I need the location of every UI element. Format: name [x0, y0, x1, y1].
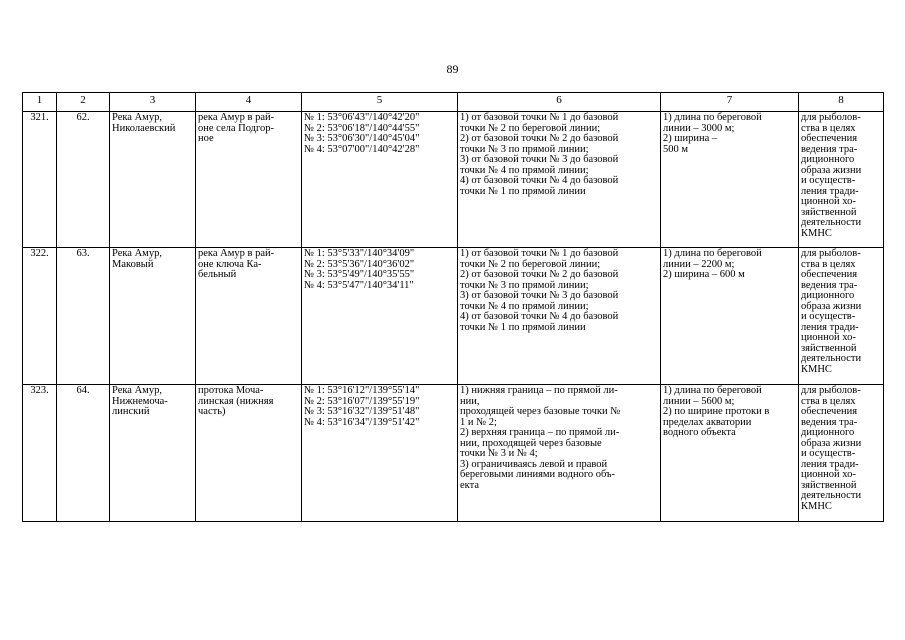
- page-number: 89: [446, 62, 459, 76]
- purpose-cell-line: для рыболов-: [801, 385, 861, 396]
- water-body-cell-line: Река Амур,: [112, 248, 162, 259]
- header-row: [23, 93, 884, 112]
- water-body-cell-line: Нижнемоча-: [112, 395, 168, 407]
- size-cell: [661, 248, 799, 385]
- boundaries-cell-line: 3) от базовой точки № 3 до базовой: [460, 290, 619, 301]
- size-cell-line: водного объекта: [663, 427, 736, 438]
- boundaries-cell-line: точки № 2 по береговой линии;: [460, 258, 601, 270]
- col-header: 1: [23, 93, 57, 112]
- purpose-cell-line: ления тради-: [801, 458, 859, 470]
- size-cell-line: 2) ширина – 600 м: [663, 269, 745, 280]
- purpose-cell-line: образа жизни: [801, 164, 862, 176]
- water-body-cell-line: Маковый: [112, 258, 154, 270]
- col-header: 3: [110, 93, 196, 112]
- coordinates-cell-line: № 2: 53°06'18"/140°44'55": [304, 122, 420, 134]
- water-body-cell-line: линский: [112, 406, 150, 417]
- water-body-cell: [110, 248, 196, 385]
- coordinates-cell-line: № 3: 53°5'49"/140°35'55": [304, 269, 415, 280]
- table-row: [23, 248, 884, 385]
- purpose-cell-line: КМНС: [801, 500, 832, 512]
- boundaries-cell-line: 1) нижняя граница – по прямой ли-: [460, 385, 618, 396]
- coordinates-cell-line: № 1: 53°06'43"/140°42'20": [304, 112, 420, 123]
- purpose-cell-line: зяйственной: [801, 206, 857, 218]
- boundaries-cell-line: точки № 4 по прямой линии;: [460, 300, 589, 312]
- boundaries-cell-line: 2) от базовой точки № 2 до базовой: [460, 133, 619, 144]
- purpose-cell-line: ства в целях: [801, 395, 856, 407]
- boundaries-cell-line: точки № 1 по прямой линии: [460, 321, 586, 333]
- boundaries-cell-line: береговыми линиями водного объ-: [460, 469, 616, 480]
- row-subnumber: 62.: [57, 112, 110, 248]
- purpose-cell-line: для рыболов-: [801, 112, 861, 123]
- water-body-cell-line: Река Амур,: [112, 112, 162, 123]
- fishing-areas-table: [22, 92, 884, 522]
- purpose-cell-line: КМНС: [801, 363, 832, 375]
- purpose-cell-line: и осуществ-: [801, 175, 856, 186]
- purpose-cell-line: диционного: [801, 290, 855, 301]
- boundaries-cell-line: 1 и № 2;: [460, 416, 497, 428]
- purpose-cell-line: ционной хо-: [801, 469, 856, 480]
- coordinates-cell-line: № 2: 53°16'07"/139°55'19": [304, 395, 420, 407]
- boundaries-cell-line: нии, проходящей через базовые: [460, 437, 602, 449]
- boundaries-cell-line: точки № 3 по прямой линии;: [460, 279, 589, 291]
- purpose-cell-line: ведения тра-: [801, 416, 858, 428]
- water-body-cell-line: Река Амур,: [112, 385, 162, 396]
- purpose-cell-line: КМНС: [801, 227, 832, 239]
- table-row: [23, 112, 884, 248]
- boundaries-cell-line: точки № 4 по прямой линии;: [460, 164, 589, 176]
- boundaries-cell-line: точки № 3 по прямой линии;: [460, 143, 589, 155]
- purpose-cell-line: ведения тра-: [801, 143, 858, 155]
- boundaries-cell-line: точки № 2 по береговой линии;: [460, 122, 601, 134]
- boundaries-cell-line: 3) ограничиваясь левой и правой: [460, 458, 608, 470]
- size-cell-line: 500 м: [663, 143, 689, 155]
- boundaries-cell-line: 4) от базовой точки № 4 до базовой: [460, 311, 619, 322]
- purpose-cell-line: и осуществ-: [801, 311, 856, 322]
- purpose-cell-line: ления тради-: [801, 321, 859, 333]
- purpose-cell-line: деятельности: [801, 217, 862, 228]
- size-cell-line: 2) по ширине протоки в: [663, 406, 770, 417]
- coordinates-cell-line: № 1: 53°16'12"/139°55'14": [304, 385, 420, 396]
- size-cell-line: линии – 2200 м;: [663, 258, 735, 270]
- size-cell-line: 1) длина по береговой: [663, 112, 762, 123]
- coordinates-cell-line: № 4: 53°5'47"/140°34'11": [304, 279, 414, 291]
- water-body-cell-line: Николаевский: [112, 122, 176, 134]
- purpose-cell-line: ства в целях: [801, 122, 856, 134]
- boundaries-cell-line: точки № 3 и № 4;: [460, 448, 538, 459]
- location-cell-line: оне села Подгор-: [198, 122, 275, 134]
- boundaries-cell-line: точки № 1 по прямой линии: [460, 185, 586, 197]
- water-body-cell: [110, 112, 196, 248]
- purpose-cell-line: деятельности: [801, 353, 862, 364]
- col-header: 7: [661, 93, 799, 112]
- boundaries-cell-line: 1) от базовой точки № 1 до базовой: [460, 248, 619, 259]
- row-number: 323.: [23, 385, 57, 522]
- purpose-cell-line: ления тради-: [801, 185, 859, 197]
- boundaries-cell-line: проходящей через базовые точки №: [460, 406, 621, 417]
- purpose-cell-line: обеспечения: [801, 406, 858, 417]
- purpose-cell-line: зяйственной: [801, 342, 857, 354]
- row-subnumber: 63.: [57, 248, 110, 385]
- boundaries-cell-line: 4) от базовой точки № 4 до базовой: [460, 175, 619, 186]
- location-cell: [196, 248, 302, 385]
- row-number: 322.: [23, 248, 57, 385]
- size-cell-line: пределах акватории: [663, 416, 752, 428]
- boundaries-cell: [458, 248, 661, 385]
- col-header: 2: [57, 93, 110, 112]
- col-header: 5: [302, 93, 458, 112]
- boundaries-cell-line: 3) от базовой точки № 3 до базовой: [460, 154, 619, 165]
- location-cell-line: оне ключа Ка-: [198, 258, 262, 270]
- col-header: 4: [196, 93, 302, 112]
- col-header: 8: [799, 93, 884, 112]
- coordinates-cell: [302, 112, 458, 248]
- coordinates-cell: [302, 248, 458, 385]
- purpose-cell-line: ведения тра-: [801, 279, 858, 291]
- location-cell-line: линская (нижняя: [198, 395, 274, 407]
- size-cell: [661, 112, 799, 248]
- purpose-cell-line: и осуществ-: [801, 448, 856, 459]
- purpose-cell-line: обеспечения: [801, 133, 858, 144]
- row-number: 321.: [23, 112, 57, 248]
- boundaries-cell-line: нии,: [460, 395, 480, 407]
- location-cell-line: река Амур в рай-: [198, 248, 275, 259]
- purpose-cell-line: образа жизни: [801, 300, 862, 312]
- size-cell-line: 1) длина по береговой: [663, 385, 762, 396]
- location-cell-line: река Амур в рай-: [198, 112, 275, 123]
- purpose-cell-line: образа жизни: [801, 437, 862, 449]
- purpose-cell-line: диционного: [801, 154, 855, 165]
- table-row: [23, 385, 884, 522]
- purpose-cell: [799, 385, 884, 522]
- boundaries-cell: [458, 112, 661, 248]
- purpose-cell: [799, 112, 884, 248]
- purpose-cell: [799, 248, 884, 385]
- purpose-cell-line: ства в целях: [801, 258, 856, 270]
- boundaries-cell-line: 1) от базовой точки № 1 до базовой: [460, 112, 619, 123]
- purpose-cell-line: ционной хо-: [801, 332, 856, 343]
- purpose-cell-line: зяйственной: [801, 479, 857, 491]
- purpose-cell-line: обеспечения: [801, 269, 858, 280]
- row-subnumber: 64.: [57, 385, 110, 522]
- coordinates-cell-line: № 3: 53°06'30"/140°45'04": [304, 133, 420, 144]
- size-cell-line: 1) длина по береговой: [663, 248, 762, 259]
- purpose-cell-line: ционной хо-: [801, 196, 856, 207]
- size-cell: [661, 385, 799, 522]
- coordinates-cell-line: № 4: 53°16'34"/139°51'42": [304, 416, 420, 428]
- coordinates-cell: [302, 385, 458, 522]
- location-cell: [196, 385, 302, 522]
- boundaries-cell-line: 2) верхняя граница – по прямой ли-: [460, 427, 620, 438]
- size-cell-line: 2) ширина –: [663, 133, 718, 144]
- location-cell-line: часть): [198, 406, 226, 417]
- purpose-cell-line: деятельности: [801, 490, 862, 501]
- coordinates-cell-line: № 4: 53°07'00"/140°42'28": [304, 143, 420, 155]
- boundaries-cell: [458, 385, 661, 522]
- coordinates-cell-line: № 1: 53°5'33"/140°34'09": [304, 248, 415, 259]
- coordinates-cell-line: № 2: 53°5'36"/140°36'02": [304, 258, 415, 270]
- location-cell-line: протока Моча-: [198, 385, 264, 396]
- location-cell-line: ное: [198, 133, 214, 144]
- purpose-cell-line: диционного: [801, 427, 855, 438]
- col-header: 6: [458, 93, 661, 112]
- location-cell: [196, 112, 302, 248]
- size-cell-line: линии – 5600 м;: [663, 395, 735, 407]
- boundaries-cell-line: екта: [460, 479, 480, 491]
- water-body-cell: [110, 385, 196, 522]
- boundaries-cell-line: 2) от базовой точки № 2 до базовой: [460, 269, 619, 280]
- coordinates-cell-line: № 3: 53°16'32"/139°51'48": [304, 406, 420, 417]
- size-cell-line: линии – 3000 м;: [663, 122, 735, 134]
- purpose-cell-line: для рыболов-: [801, 248, 861, 259]
- location-cell-line: бельный: [198, 269, 237, 280]
